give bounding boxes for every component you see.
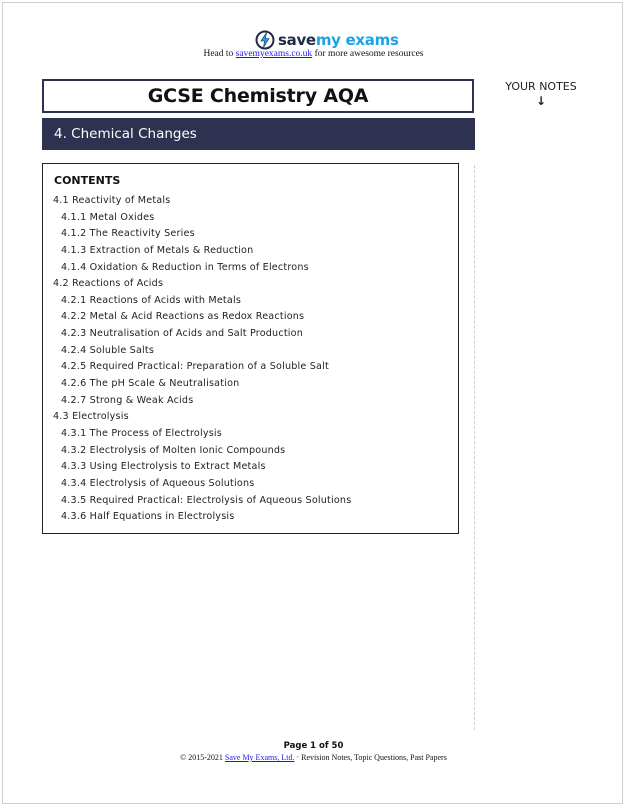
copyright-suffix: · Revision Notes, Topic Questions, Past Papers xyxy=(294,753,447,762)
header-tagline xyxy=(0,49,627,59)
contents-subitem[interactable]: 4.2.2 Metal & Acid Reactions as Redox Reactions xyxy=(61,311,305,323)
notes-divider xyxy=(474,165,475,730)
logo-word-save: save xyxy=(278,30,316,49)
website-link[interactable]: savemyexams.co.uk xyxy=(235,49,313,59)
contents-subitem[interactable]: 4.3.4 Electrolysis of Aqueous Solutions xyxy=(61,477,255,489)
page-title: GCSE Chemistry AQA xyxy=(147,85,369,107)
contents-subitem[interactable]: 4.3.2 Electrolysis of Molten Ionic Compounds xyxy=(61,444,286,456)
arrow-down-icon: ↓ xyxy=(535,94,547,108)
section-heading: 4. Chemical Changes xyxy=(42,118,475,150)
contents-subitem[interactable]: 4.2.1 Reactions of Acids with Metals xyxy=(61,294,242,306)
contents-item[interactable]: 4.2 Reactions of Acids xyxy=(53,278,164,290)
contents-subitem[interactable]: 4.2.6 The pH Scale & Neutralisation xyxy=(61,378,240,390)
logo-word-myexams: my exams xyxy=(315,30,399,49)
contents-list xyxy=(53,193,351,526)
contents-subitem[interactable]: 4.1.3 Extraction of Metals & Reduction xyxy=(61,244,254,256)
company-link[interactable]: Save My Exams, Ltd. xyxy=(224,753,295,762)
your-notes-label: YOUR NOTES xyxy=(505,80,577,93)
contents-subitem[interactable]: 4.1.1 Metal Oxides xyxy=(61,211,155,223)
contents-subitem[interactable]: 4.2.7 Strong & Weak Acids xyxy=(61,394,194,406)
contents-subitem[interactable]: 4.2.4 Soluble Salts xyxy=(61,344,155,356)
contents-item[interactable]: 4.3 Electrolysis xyxy=(53,411,129,423)
contents-subitem[interactable]: 4.3.6 Half Equations in Electrolysis xyxy=(61,511,235,523)
copyright-prefix: © 2015-2021 xyxy=(180,753,225,762)
contents-subitem[interactable]: 4.3.1 The Process of Electrolysis xyxy=(61,427,222,439)
contents-subitem[interactable]: 4.2.5 Required Practical: Preparation of a Soluble Salt xyxy=(61,361,329,373)
page-number: Page 1 of 50 xyxy=(283,741,344,751)
contents-subitem[interactable]: 4.1.4 Oxidation & Reduction in Terms of Electrons xyxy=(61,261,309,273)
title-box xyxy=(42,79,474,113)
logo[interactable] xyxy=(255,29,399,51)
lightning-bolt-icon xyxy=(255,30,275,50)
contents-box xyxy=(42,163,459,534)
footer-copyright xyxy=(0,753,627,762)
contents-heading: CONTENTS xyxy=(54,174,121,187)
contents-subitem[interactable]: 4.2.3 Neutralisation of Acids and Salt Production xyxy=(61,328,303,340)
tagline-prefix: Head to xyxy=(203,49,236,59)
contents-item[interactable]: 4.1 Reactivity of Metals xyxy=(53,195,171,206)
contents-subitem[interactable]: 4.3.5 Required Practical: Electrolysis of Aqueous Solutions xyxy=(61,494,352,506)
contents-subitem[interactable]: 4.1.2 The Reactivity Series xyxy=(61,228,195,240)
tagline-suffix: for more awesome resources xyxy=(312,49,424,59)
contents-subitem[interactable]: 4.3.3 Using Electrolysis to Extract Metals xyxy=(61,461,266,473)
